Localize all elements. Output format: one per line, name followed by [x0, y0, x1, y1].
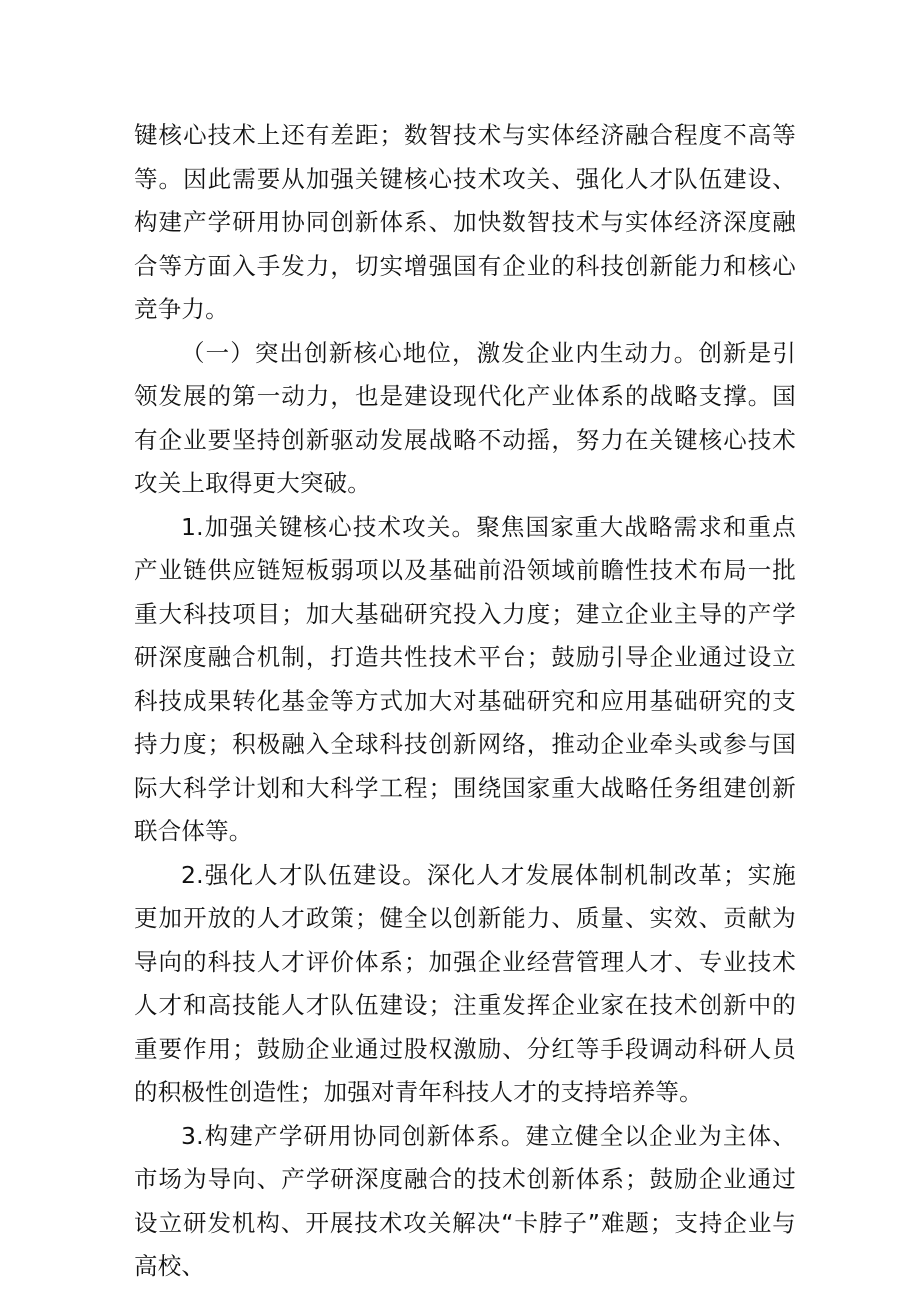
- section-heading-paragraph: （一）突出创新核心地位，激发企业内生动力。创新是引领发展的第一动力，也是建设现代化产业体系的战略支撑。国有企业要坚持创新驱动发展战略不动摇，努力在关键核心技术攻关上取得更大突破。: [134, 338, 796, 497]
- paragraph-item-1: 1.加强关键核心技术攻关。聚焦国家重大战略需求和重点产业链供应链短板弱项以及基础前沿领域前瞻性技术布局一批重大科技项目；加大基础研究投入力度；建立企业主导的产学研深度融合机制，打造共性技术平台；鼓励引导企业通过设立科技成果转化基金等方式加大对基础研究和应用基础研究的支持力度；积极融入全球科技创新网络，推动企业牵头或参与国际大科学计划和大科学工程；围绕国家重大战略任务组建创新联合体等。: [134, 512, 796, 845]
- paragraph-item-2: 2.强化人才队伍建设。深化人才发展体制机制改革；实施更加开放的人才政策；健全以创新能力、质量、实效、贡献为导向的科技人才评价体系；加强企业经营管理人才、专业技术人才和高技能人才队伍建设；注重发挥企业家在技术创新中的重要作用；鼓励企业通过股权激励、分红等手段调动科研人员的积极性创造性；加强对青年科技人才的支持培养等。: [134, 860, 796, 1106]
- paragraph-continuation: 键核心技术上还有差距；数智技术与实体经济融合程度不高等等。因此需要从加强关键核心技术攻关、强化人才队伍建设、构建产学研用协同创新体系、加快数智技术与实体经济深度融合等方面入手发力，切实增强国有企业的科技创新能力和核心竞争力。: [134, 121, 796, 323]
- paragraph-item-3: 3.构建产学研用协同创新体系。建立健全以企业为主体、市场为导向、产学研深度融合的技术创新体系；鼓励企业通过设立研发机构、开展技术攻关解决“卡脖子”难题；支持企业与高校、: [134, 1121, 796, 1280]
- document-page: [134, 114, 796, 1289]
